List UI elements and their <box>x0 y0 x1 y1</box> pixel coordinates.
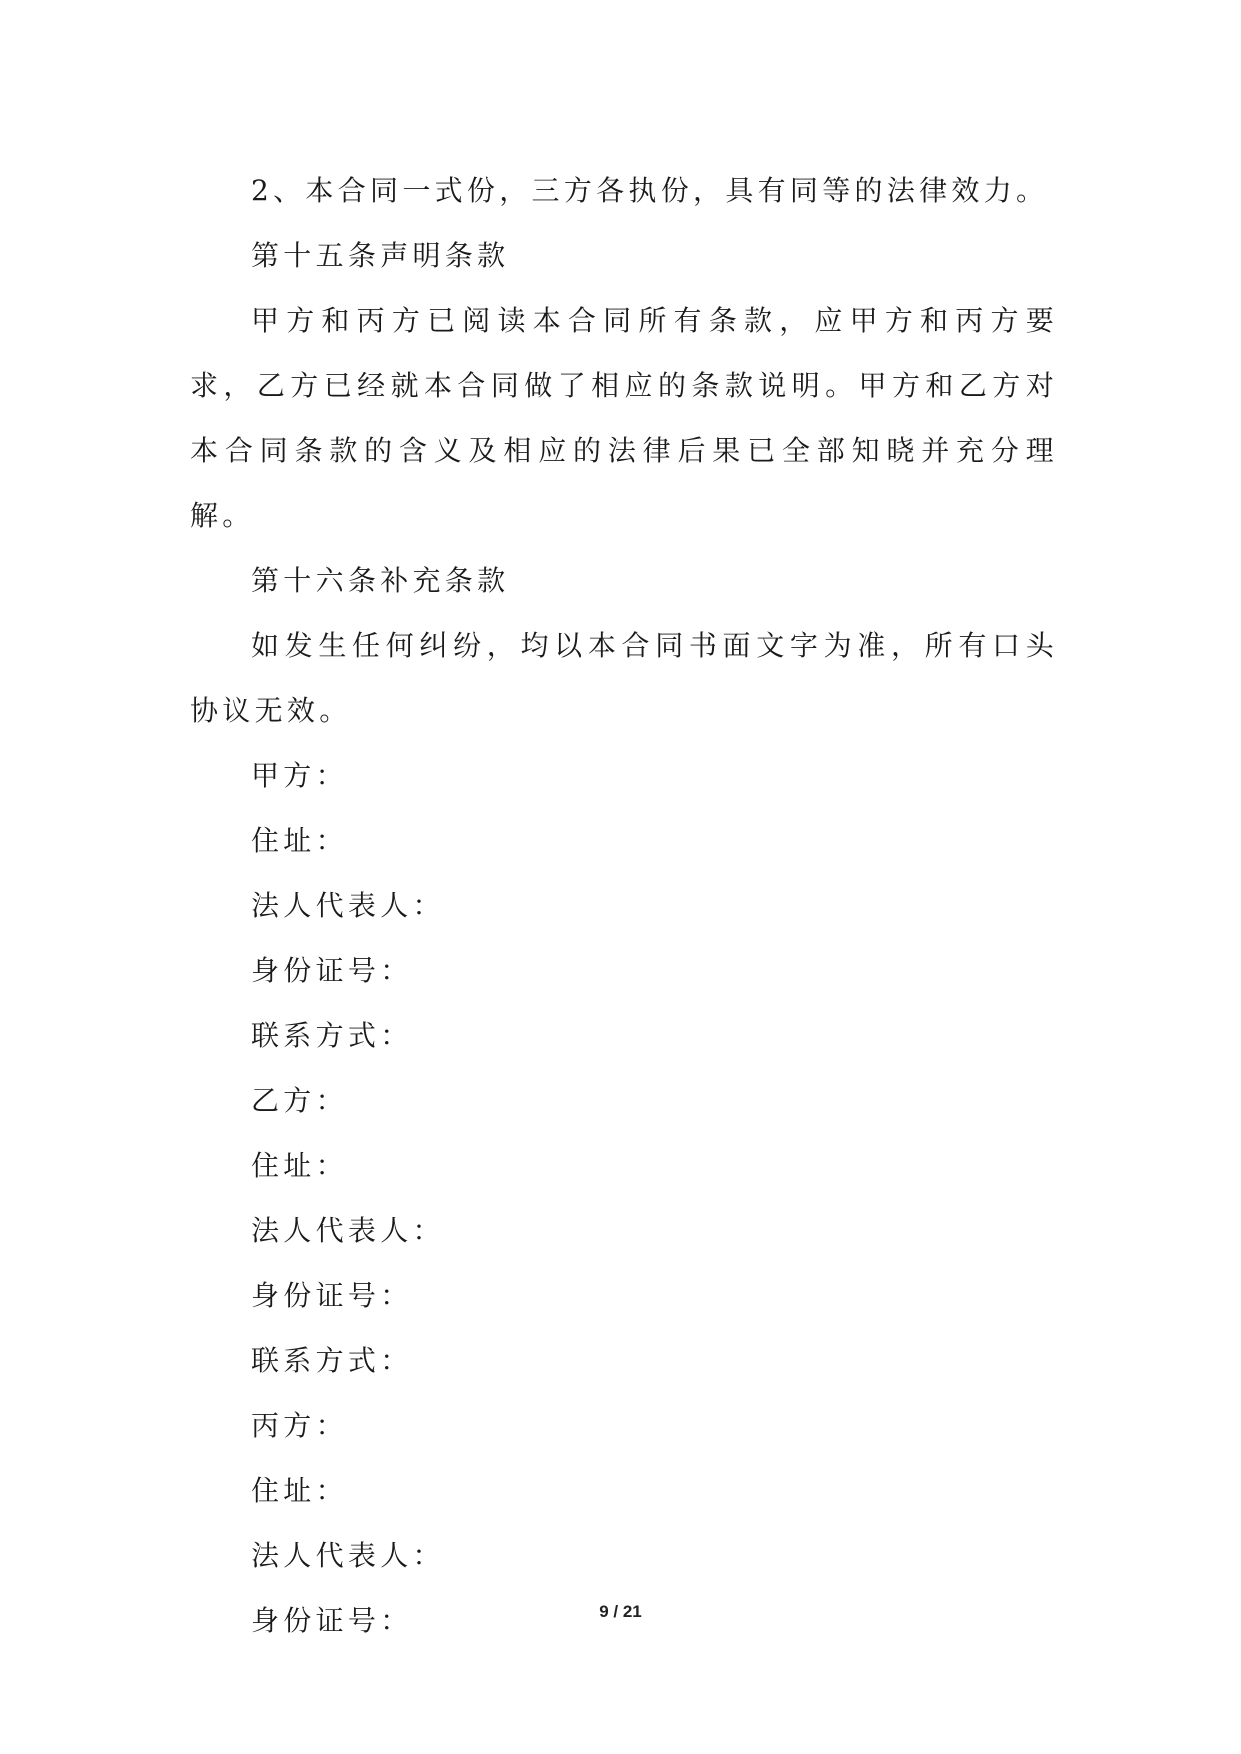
party-c-id-label: 身份证号： <box>251 1604 413 1637</box>
party-c-legal-rep-label: 法人代表人： <box>251 1539 445 1572</box>
supplementary-paragraph: 如发生任何纠纷，均以本合同书面文字为准，所有口头协议无效。 <box>190 629 1058 727</box>
party-c-label: 丙方： <box>251 1409 348 1442</box>
party-c-address-label: 住址： <box>251 1474 348 1507</box>
signature-block-party-a <box>190 743 1058 1068</box>
party-b-address-label: 住址： <box>251 1149 348 1182</box>
party-b-id-label: 身份证号： <box>251 1279 413 1312</box>
document-body <box>190 158 1058 1653</box>
clause-copies-text: 2、本合同一式份，三方各执份，具有同等的法律效力。 <box>251 174 1049 207</box>
declaration-paragraph: 甲方和丙方已阅读本合同所有条款，应甲方和丙方要求，乙方已经就本合同做了相应的条款说明。甲方和乙方对本合同条款的含义及相应的法律后果已全部知晓并充分理解。 <box>190 304 1058 532</box>
party-a-contact-label: 联系方式： <box>251 1019 413 1052</box>
party-b-label: 乙方： <box>251 1084 348 1117</box>
party-a-id-label: 身份证号： <box>251 954 413 987</box>
party-a-address-label: 住址： <box>251 824 348 857</box>
section-heading-15: 第十五条声明条款 <box>251 239 510 272</box>
page-number: 9 / 21 <box>599 1602 642 1621</box>
signature-block-party-b <box>190 1068 1058 1393</box>
party-b-legal-rep-label: 法人代表人： <box>251 1214 445 1247</box>
party-b-contact-label: 联系方式： <box>251 1344 413 1377</box>
party-a-legal-rep-label: 法人代表人： <box>251 889 445 922</box>
party-a-label: 甲方： <box>251 759 348 792</box>
section-heading-16: 第十六条补充条款 <box>251 564 510 597</box>
